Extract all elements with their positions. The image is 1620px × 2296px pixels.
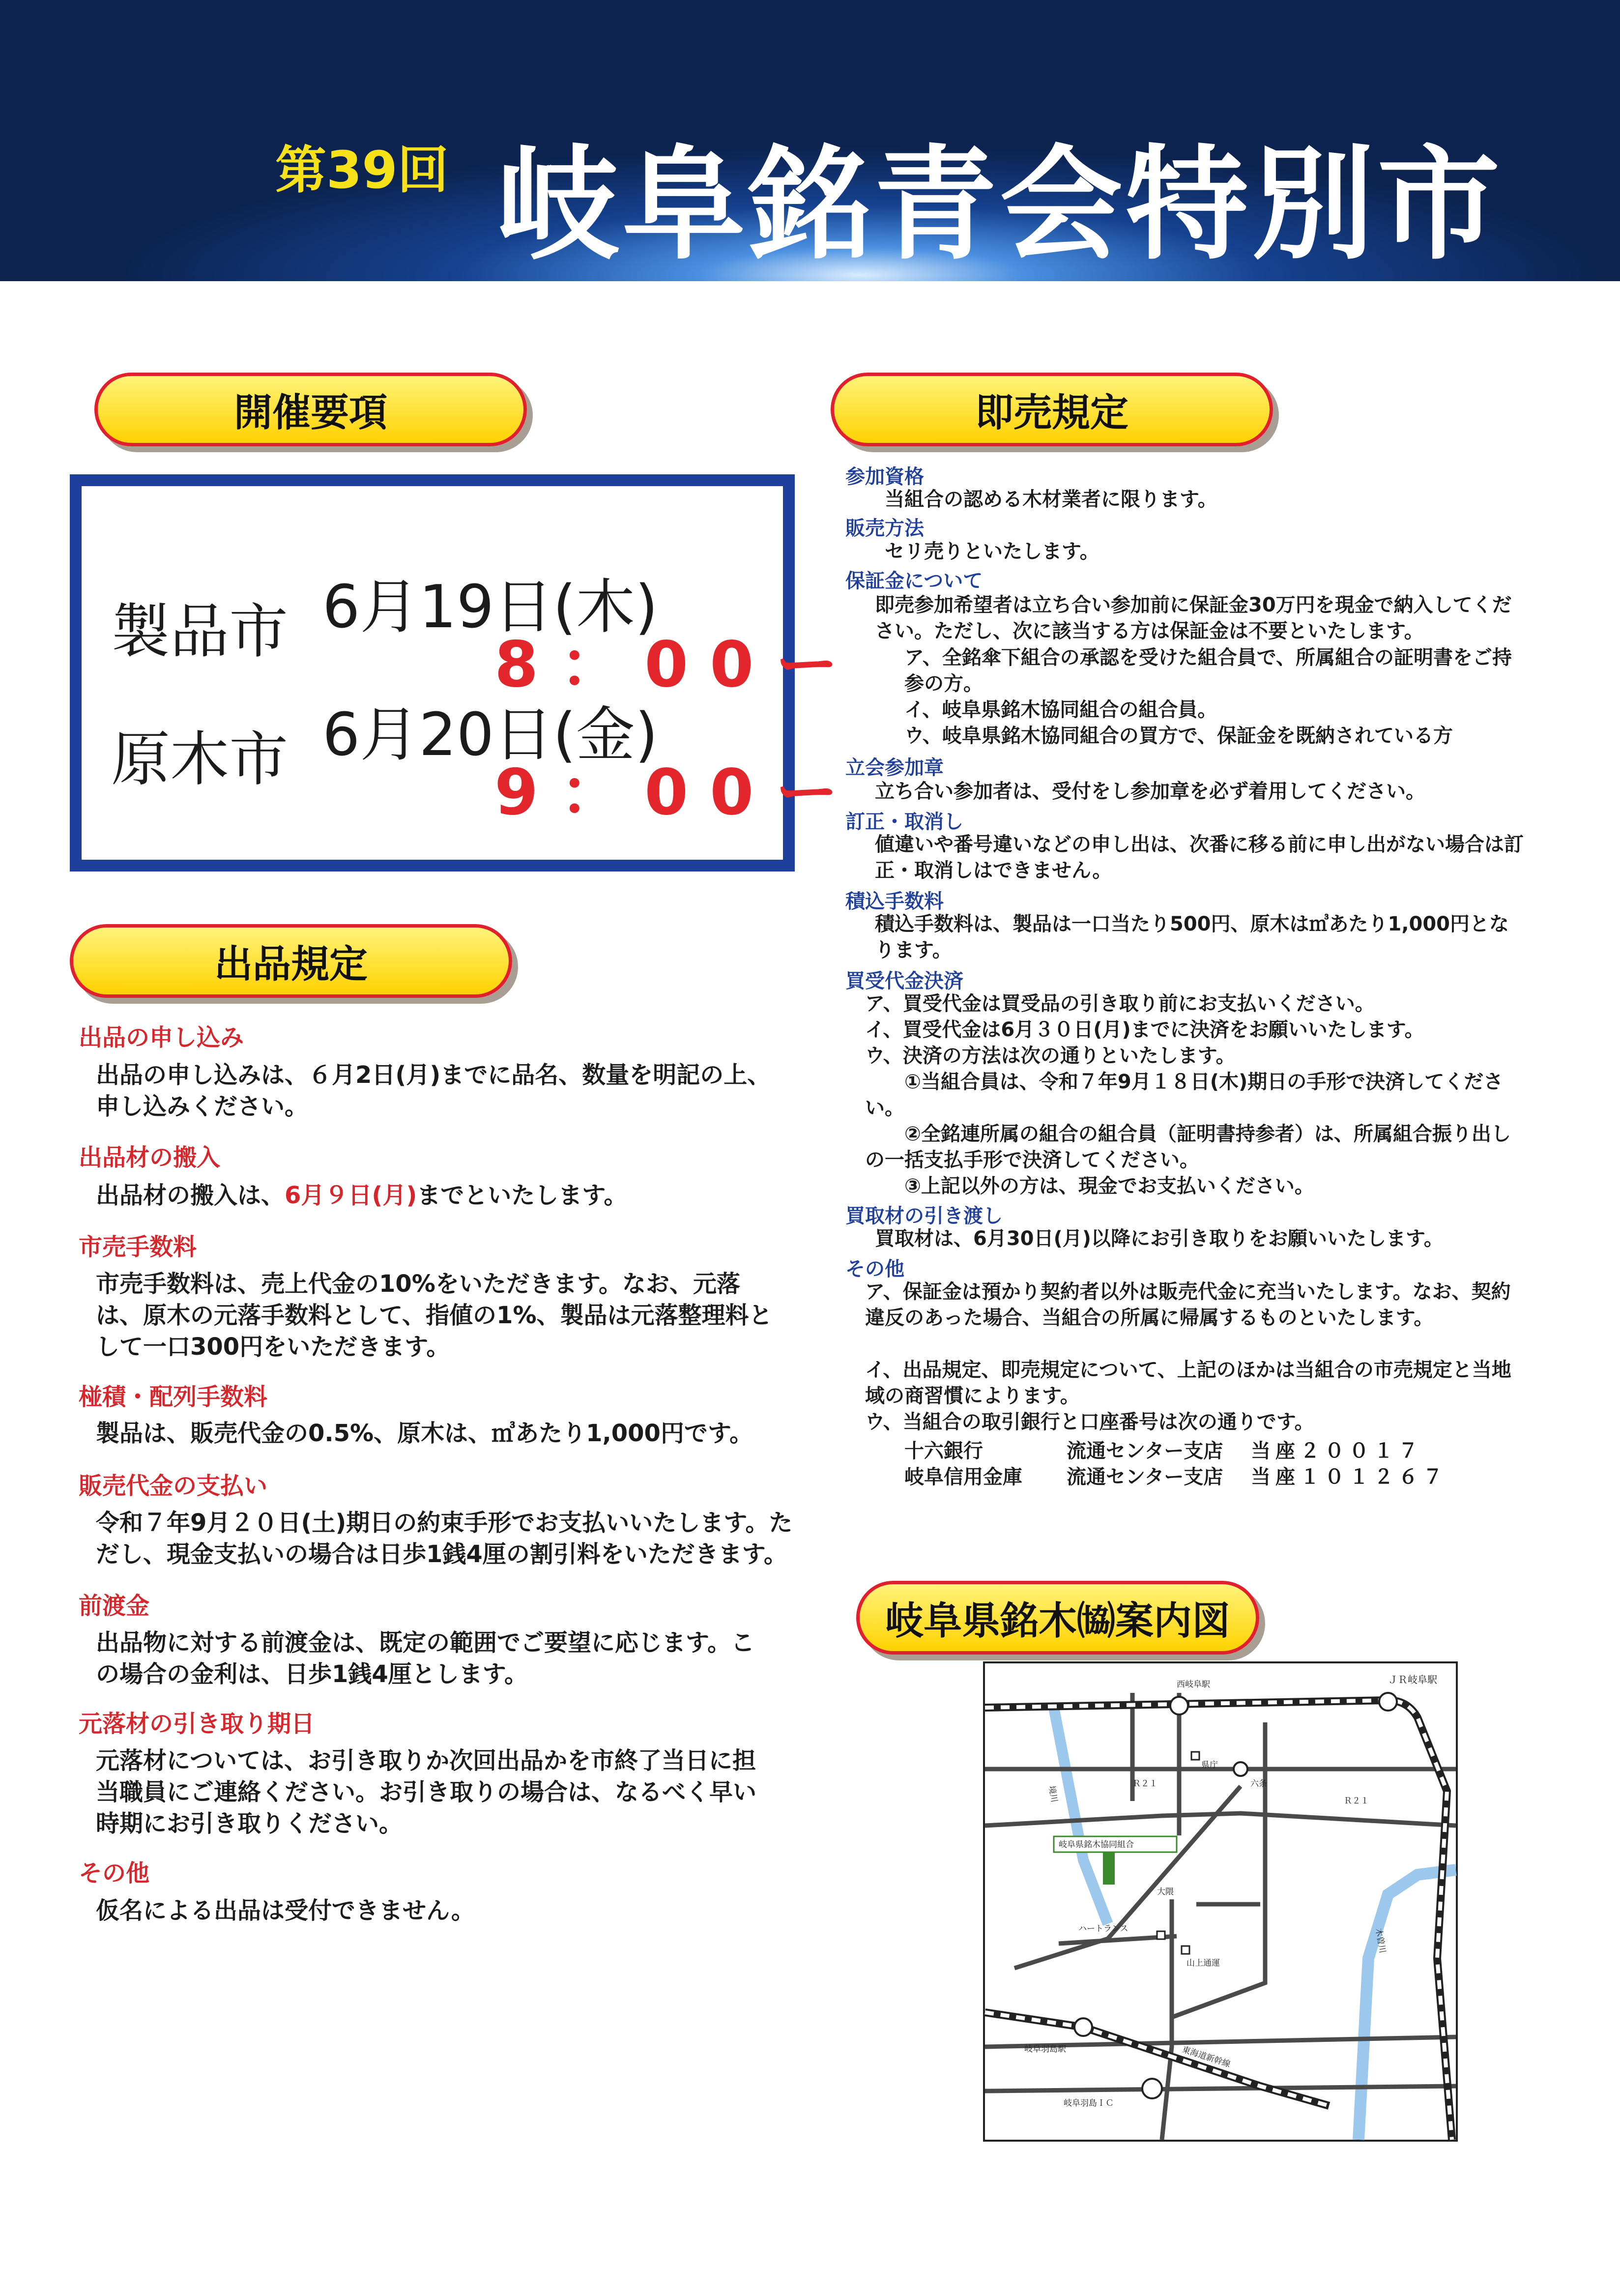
s2-body-date: 6月９日(月) — [285, 1182, 417, 1209]
shuppin-heading: 出品規定 — [70, 924, 512, 998]
r3-heading: 保証金について — [845, 570, 983, 592]
event-number: 第39回 — [275, 140, 449, 200]
access-map — [983, 1661, 1458, 2142]
s5-body: 令和７年9月２０日(土)期日の約束手形でお支払いいたします。ただし、現金支払いの場合は日歩1銭4厘の割引料をいただきます。 — [96, 1509, 793, 1568]
heart-marker-icon — [1157, 1931, 1165, 1939]
s8-heading: その他 — [79, 1860, 150, 1887]
s8-body: 仮名による出品は受付できません。 — [96, 1897, 475, 1924]
r3-body: 即売参加希望者は立ち合い参加前に保証金30万円を現金で納入してください。ただし、次に該当する方は保証金は不要といたします。 — [875, 594, 1512, 642]
r8-body: 買取材は、6月30日(月)以降にお引き取りをお願いいたします。 — [875, 1227, 1444, 1250]
schedule-label-genboku: 原木市 — [111, 726, 288, 794]
nishi-gifu-station-icon — [1170, 1697, 1188, 1715]
r9-heading: その他 — [845, 1258, 904, 1280]
r2-heading: 販売方法 — [845, 517, 924, 540]
label-r21-left: Ｒ２１ — [1132, 1779, 1157, 1789]
r9-item-i: イ、出品規定、即売規定について、上記のほかは当組合の市売規定と当地域の商習慣によります。 — [865, 1359, 1511, 1407]
r4-body: 立ち合い参加者は、受付をし参加章を必ず着用してください。 — [875, 780, 1425, 803]
r6-heading: 積込手数料 — [845, 890, 944, 913]
schedule-date-genboku: 6月20日(金) — [322, 701, 658, 769]
label-heart: ハートランス — [1078, 1924, 1128, 1934]
bank-1-name: 十六銀行 — [904, 1440, 983, 1462]
label-kiso-river: 木曽川 — [1373, 1927, 1388, 1954]
schedule-date-seihin: 6月19日(木) — [322, 573, 658, 641]
label-r21-right: Ｒ２１ — [1344, 1796, 1369, 1806]
r7-item-a: ア、買受代金は買受品の引き取り前にお支払いください。 — [865, 992, 1375, 1015]
road-south-lower — [985, 2086, 1456, 2091]
rokujo-junction-icon — [1234, 1762, 1247, 1776]
r7-sub-2: ②全銘連所属の組合の組合員（証明書持参者）は、所属組合振り出しの一括支払手形で決済してください。 — [865, 1123, 1511, 1171]
road-north-b — [1172, 1722, 1265, 2017]
hashima-ic-icon — [1142, 2079, 1162, 2098]
r7-sub-1: ①当組合員は、令和７年9月１８日(木)期日の手形で決済してください。 — [865, 1071, 1504, 1119]
r3-item-i: イ、岐阜県銘木協同組合の組合員。 — [904, 698, 1217, 721]
s1-heading: 出品の申し込み — [79, 1024, 244, 1051]
jr-gifu-station-icon — [1379, 1693, 1397, 1711]
r6-body: 積込手数料は、製品は一口当たり500円、原木は㎥あたり1,000円となります。 — [875, 913, 1509, 961]
schedule-box — [70, 474, 860, 872]
s3-heading: 市売手数料 — [79, 1233, 197, 1261]
schedule-time-seihin: 8：00ー — [494, 628, 860, 701]
schedule-time-genboku: 9：00ー — [494, 756, 860, 829]
s4-body: 製品は、販売代金の0.5%、原木は、㎥あたり1,000円です。 — [96, 1420, 753, 1447]
schedule-label-seihin: 製品市 — [111, 598, 288, 666]
label-nishi-gifu: 西岐阜駅 — [1177, 1680, 1210, 1689]
s1-body: 出品の申し込みは、６月2日(月)までに品名、数量を明記の上、申し込みください。 — [96, 1061, 771, 1120]
map-svg — [985, 1663, 1456, 2140]
label-seimitsu: 山上通運 — [1186, 1958, 1220, 1968]
bank-2-branch: 流通センター支店 — [1067, 1466, 1223, 1488]
s3-body: 市売手数料は、売上代金の10%をいただきます。なお、元落は、原木の元落手数料として、指値の1%、製品は元落整理料として一口300円をいただきます。 — [96, 1270, 773, 1361]
sokubai-heading: 即売規定 — [831, 373, 1273, 446]
label-kumiai: 岐阜県銘木協同組合 — [1059, 1840, 1134, 1850]
s2-body-pre: 出品材の搬入は、 — [96, 1182, 285, 1209]
r7-item-u: ウ、決済の方法は次の通りといたします。 — [865, 1045, 1236, 1067]
r2-body: セリ売りといたします。 — [885, 540, 1099, 563]
r9-item-u: ウ、当組合の取引銀行と口座番号は次の通りです。 — [865, 1411, 1314, 1433]
s6-heading: 前渡金 — [79, 1592, 150, 1620]
r4-heading: 立会参加章 — [845, 756, 944, 779]
r1-heading: 参加資格 — [845, 465, 924, 488]
road-r21-lower — [985, 1813, 1456, 1826]
hashima-station-icon — [1074, 2018, 1092, 2036]
label-jr-gifu: ＪＲ岐阜駅 — [1388, 1674, 1437, 1686]
map-heading: 岐阜県銘木㈿案内図 — [856, 1581, 1259, 1655]
s7-heading: 元落材の引き取り期日 — [79, 1710, 315, 1738]
r7-heading: 買受代金決済 — [845, 970, 963, 992]
kumiai-location-marker-icon — [1103, 1850, 1115, 1885]
header-banner — [0, 0, 1620, 281]
bank-2-name: 岐阜信用金庫 — [904, 1466, 1022, 1488]
bank-1-account: 当座２００１７ — [1251, 1440, 1423, 1462]
label-kencho: 県庁 — [1201, 1760, 1218, 1770]
r7-sub-3: ③上記以外の方は、現金でお支払いください。 — [904, 1175, 1314, 1197]
bank-2-account: 当座１０１２６７ — [1251, 1466, 1447, 1488]
label-hashima-ic: 岐阜羽島ＩＣ — [1064, 2098, 1114, 2108]
r3-item-u: ウ、岐阜県銘木協同組合の買方で、保証金を既納されている方 — [904, 725, 1453, 747]
sakai-river-line — [1054, 1708, 1108, 1924]
s2-heading: 出品材の搬入 — [79, 1144, 221, 1171]
label-hashima-station: 岐阜羽島駅 — [1024, 2044, 1066, 2054]
r7-item-i: イ、買受代金は6月３０日(月)までに決済をお願いいたします。 — [865, 1018, 1424, 1041]
label-sakai-river: 境川 — [1046, 1785, 1059, 1803]
r9-item-a: ア、保証金は預かり契約者以外は販売代金に充当いたします。なお、契約違反のあった場合、当組合の所属に帰属するものといたします。 — [865, 1280, 1511, 1329]
kaisai-heading: 開催要項 — [94, 373, 527, 446]
label-shinkansen: 東海道新幹線 — [1181, 2044, 1232, 2070]
bank-1-branch: 流通センター支店 — [1067, 1440, 1223, 1462]
r8-heading: 買取材の引き渡し — [845, 1205, 1003, 1227]
event-title: 岐阜銘青会特別市 — [496, 133, 1503, 276]
r5-body: 値違いや番号違いなどの申し出は、次番に移る前に申し出がない場合は訂正・取消しはできません。 — [875, 833, 1524, 882]
label-rokujo: 六条 — [1250, 1779, 1267, 1789]
s6-body: 出品物に対する前渡金は、既定の範囲でご要望に応じます。この場合の金利は、日歩1銭4厘とします。 — [96, 1629, 755, 1688]
r5-heading: 訂正・取消し — [845, 811, 963, 833]
s5-heading: 販売代金の支払い — [79, 1472, 268, 1500]
s2-body — [96, 1180, 774, 1211]
kencho-marker-icon — [1191, 1752, 1199, 1760]
s2-body-post: までといたします。 — [417, 1182, 628, 1209]
s4-heading: 椪積・配列手数料 — [79, 1383, 268, 1411]
label-ohguma: 大隈 — [1157, 1887, 1174, 1897]
seimitsu-marker-icon — [1182, 1946, 1189, 1954]
r1-body: 当組合の認める木材業者に限ります。 — [885, 488, 1217, 511]
s7-body: 元落材については、お引き取りか次回出品かを市終了当日に担当職員にご連絡ください。お引き取りの場合は、なるべく早い時期にお引き取りください。 — [96, 1747, 757, 1837]
r3-item-a: ア、全銘傘下組合の承認を受けた組合員で、所属組合の証明書をご持参の方。 — [904, 646, 1512, 695]
